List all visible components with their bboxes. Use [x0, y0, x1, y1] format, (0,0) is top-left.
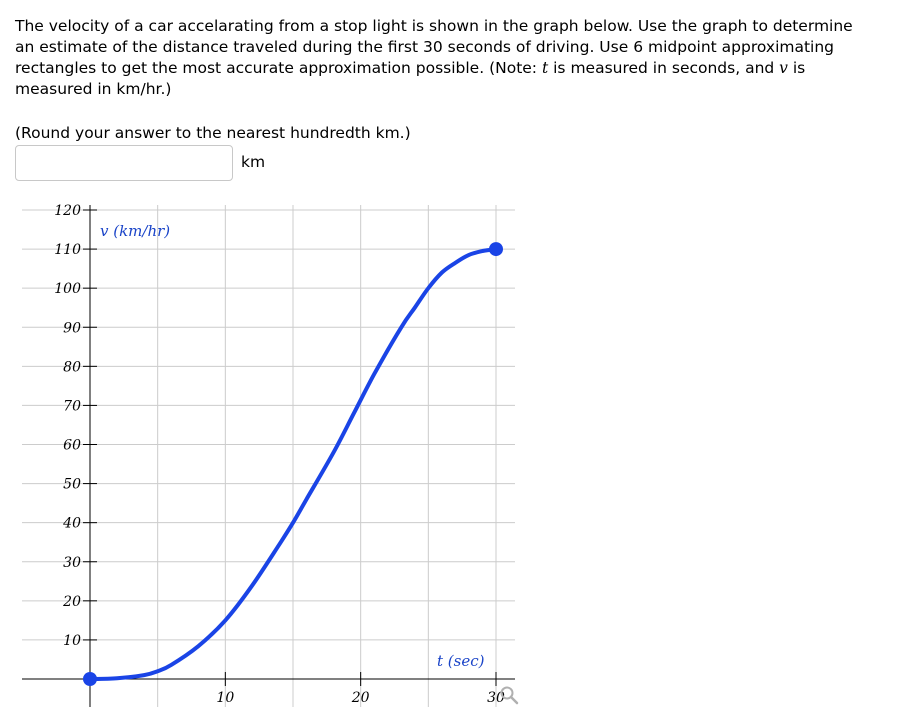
y-axis-label: v (km/hr) — [100, 222, 171, 240]
answer-unit: km — [241, 153, 266, 171]
x-tick-label: 20 — [351, 690, 370, 706]
chart-axes — [22, 205, 515, 707]
y-tick-label: 80 — [63, 359, 81, 376]
problem-line-2: an estimate of the distance traveled during the first 30 seconds of driving. Use 6 midpoint approximating — [15, 38, 835, 56]
y-tick-label: 90 — [63, 320, 81, 337]
y-tick-label: 60 — [63, 437, 81, 454]
y-tick-label: 70 — [63, 398, 81, 415]
magnifier-icon[interactable] — [499, 685, 519, 705]
y-tick-label: 100 — [54, 281, 81, 298]
problem-line-3c: is — [787, 59, 806, 77]
y-tick-label: 110 — [54, 242, 81, 259]
y-tick-label: 40 — [63, 515, 81, 532]
v-variable: v — [779, 59, 788, 77]
rounding-instruction: (Round your answer to the nearest hundredth km.) — [15, 124, 411, 142]
problem-line-4: measured in km/hr.) — [15, 80, 172, 98]
problem-line-3a: rectangles to get the most accurate approximation possible. (Note: — [15, 59, 542, 77]
y-tick-label: 50 — [63, 476, 81, 493]
start-point — [83, 672, 97, 686]
chart-grid — [22, 205, 515, 707]
end-point — [489, 242, 503, 256]
x-tick-label: 10 — [216, 690, 235, 706]
problem-line-1: The velocity of a car accelarating from a stop light is shown in the graph below. Use the graph to determine — [15, 17, 853, 35]
x-axis-label: t (sec) — [437, 652, 485, 670]
y-tick-label: 10 — [63, 632, 81, 649]
y-tick-label: 20 — [63, 593, 81, 610]
problem-line-3b: is measured in seconds, and — [548, 59, 780, 77]
x-tick-label: 30 — [487, 690, 505, 706]
y-tick-label: 120 — [54, 203, 81, 219]
t-variable: t — [541, 59, 549, 77]
y-tick-label: 30 — [63, 554, 81, 571]
